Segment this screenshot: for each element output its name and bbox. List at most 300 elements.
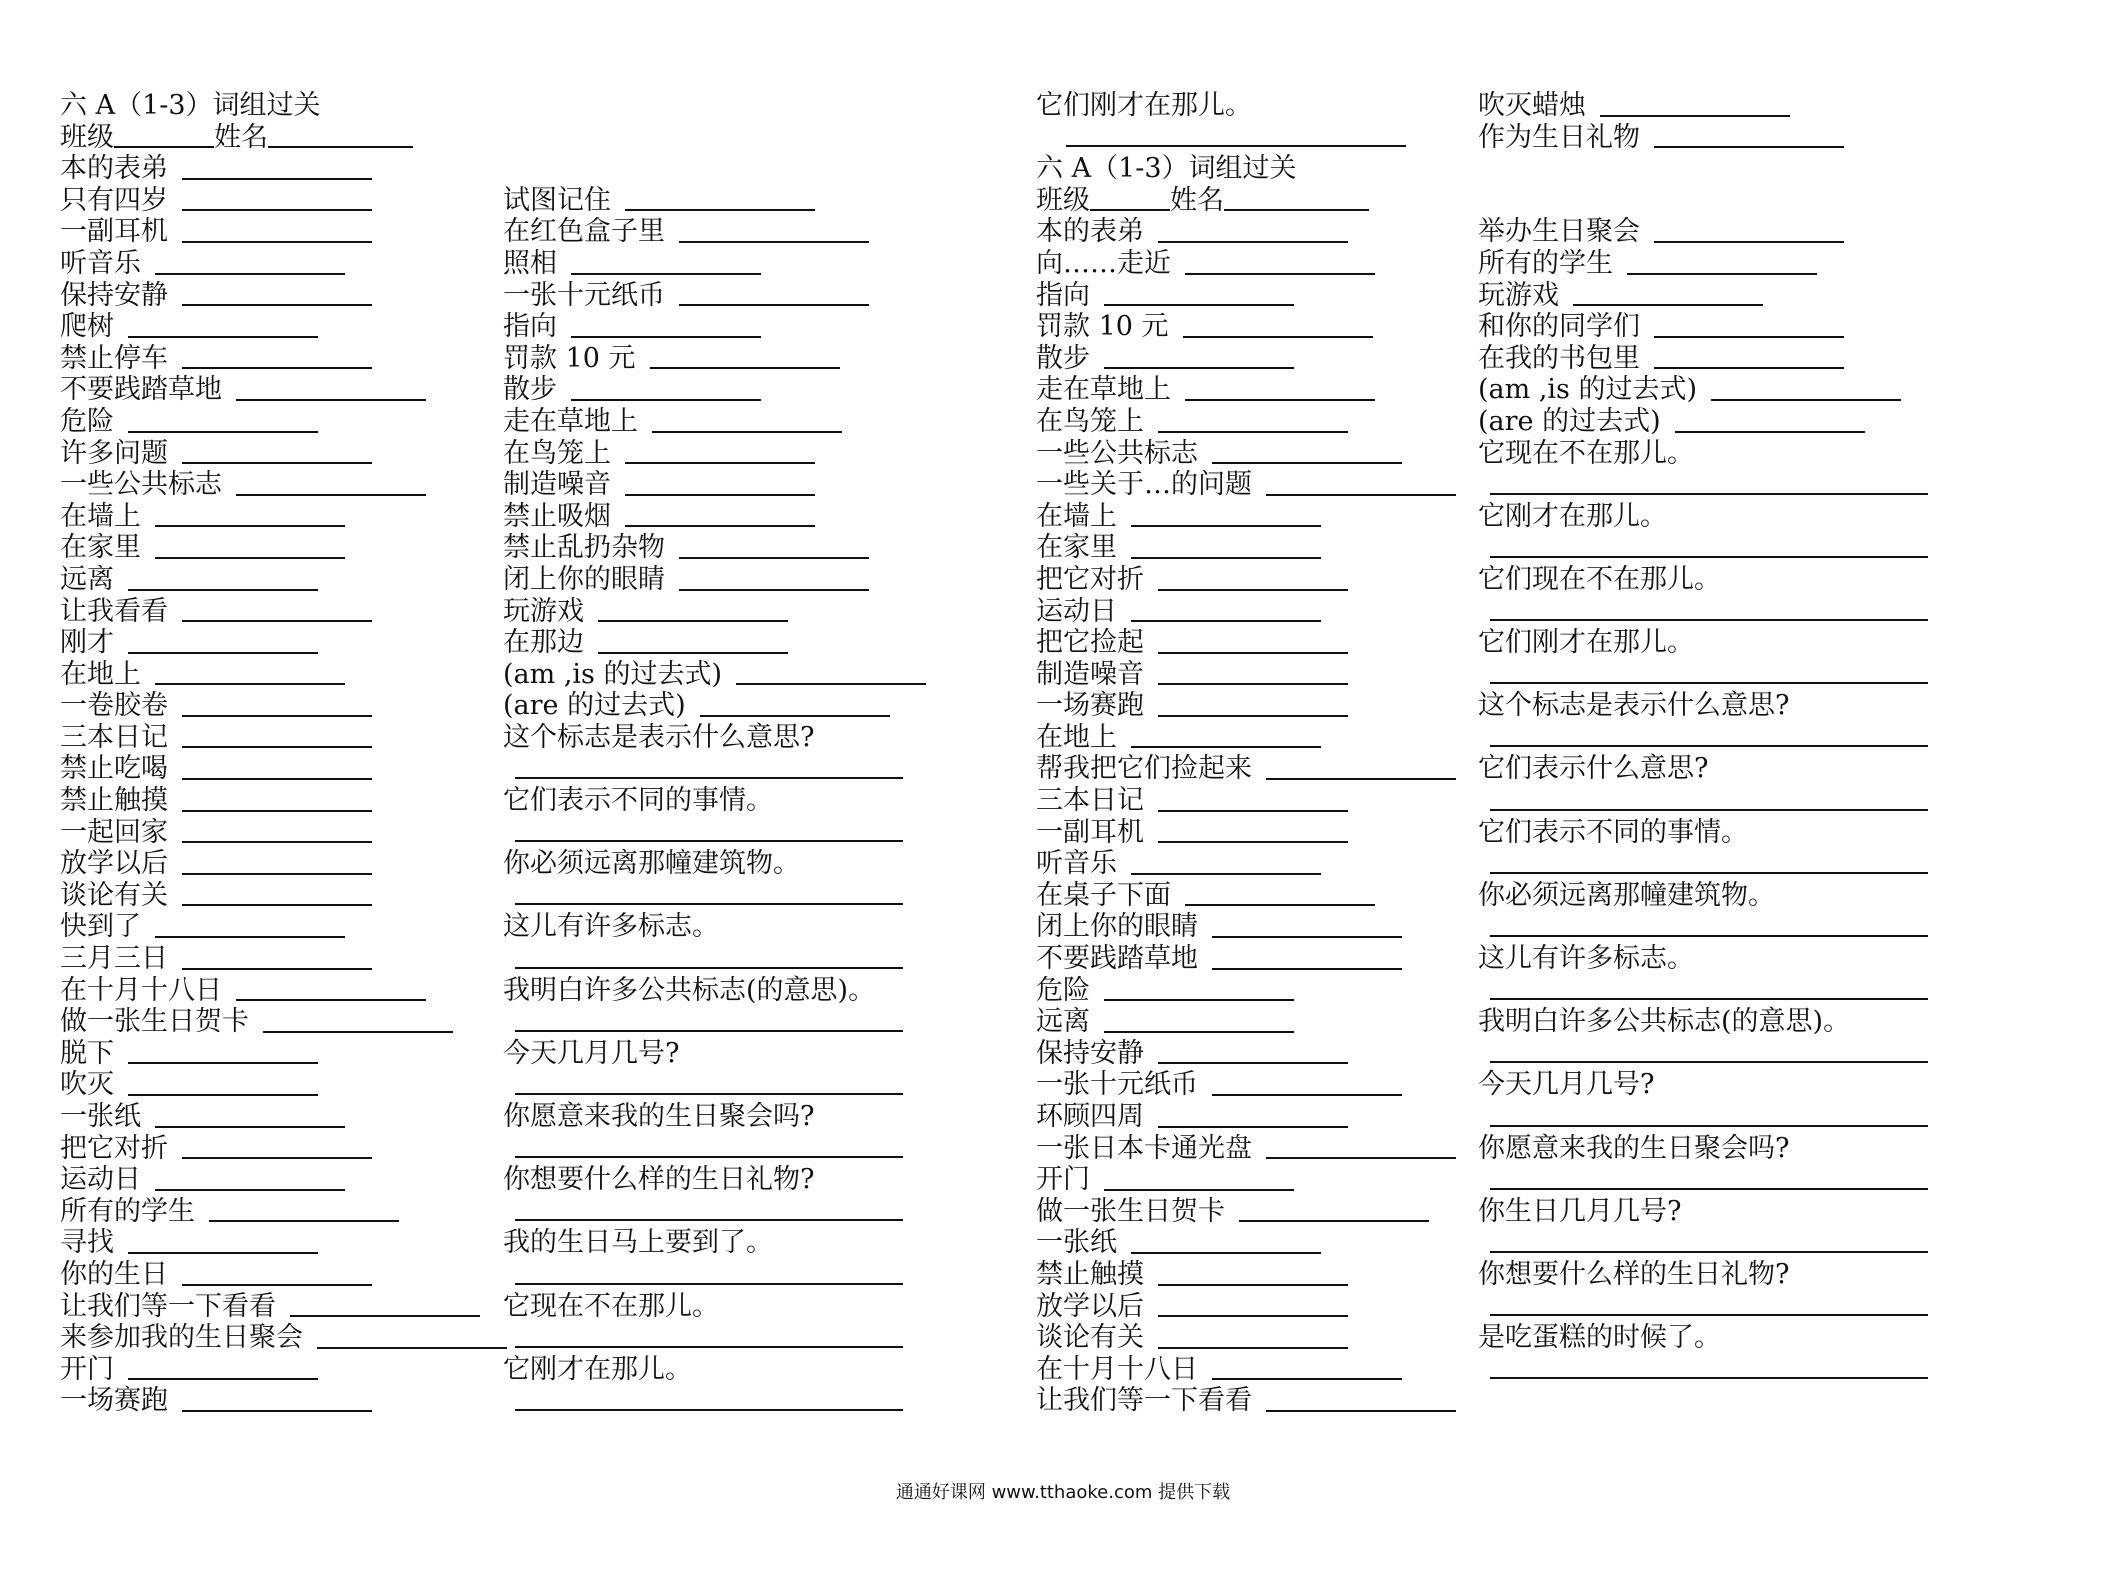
phrase-item bbox=[503, 469, 923, 501]
phrase-item bbox=[503, 343, 923, 375]
sentence-prompt: 这个标志是表示什么意思? bbox=[1478, 690, 1790, 722]
answer-blank[interactable] bbox=[625, 438, 815, 464]
phrase-text: 试图记住 bbox=[503, 184, 611, 216]
phrase-text: 三本日记 bbox=[60, 721, 168, 753]
phrase-text: 让我们等一下看看 bbox=[1036, 1385, 1252, 1417]
phrase-item bbox=[1478, 216, 1948, 248]
answer-blank[interactable] bbox=[182, 880, 372, 906]
phrase-item bbox=[1036, 880, 1436, 912]
phrase-text: 不要践踏草地 bbox=[60, 374, 222, 406]
phrase-text: 远离 bbox=[60, 563, 114, 595]
class-blank[interactable] bbox=[114, 122, 214, 148]
answer-blank[interactable] bbox=[128, 1354, 318, 1380]
phrase-text: 本的表弟 bbox=[60, 153, 168, 185]
phrase-item bbox=[60, 753, 490, 785]
phrase-text: 禁止触摸 bbox=[1036, 1258, 1144, 1290]
answer-line[interactable] bbox=[503, 1259, 923, 1291]
phrase-item bbox=[503, 532, 923, 564]
phrase-text: 在家里 bbox=[1036, 532, 1117, 564]
answer-blank[interactable] bbox=[155, 659, 345, 685]
answer-blank[interactable] bbox=[128, 628, 318, 654]
sentence-prompt: 它们表示什么意思? bbox=[1478, 753, 1709, 785]
phrase-text: 一些公共标志 bbox=[60, 469, 222, 501]
phrase-item bbox=[1478, 122, 1948, 154]
phrase-item bbox=[60, 311, 490, 343]
answer-blank[interactable] bbox=[679, 280, 869, 306]
phrase-text: 开门 bbox=[60, 1353, 114, 1385]
answer-blank[interactable] bbox=[1212, 438, 1402, 464]
answer-blank[interactable] bbox=[1627, 249, 1817, 275]
answer-blank[interactable] bbox=[263, 1007, 453, 1033]
phrase-item bbox=[503, 185, 923, 217]
answer-blank[interactable] bbox=[182, 722, 372, 748]
phrase-text: 在家里 bbox=[60, 532, 141, 564]
answer-blank[interactable] bbox=[182, 154, 372, 180]
answer-blank[interactable] bbox=[1131, 1228, 1321, 1254]
phrase-text: 在地上 bbox=[60, 658, 141, 690]
answer-line[interactable] bbox=[1478, 1101, 1948, 1133]
answer-blank[interactable] bbox=[1711, 375, 1901, 401]
answer-blank[interactable] bbox=[679, 217, 869, 243]
phrase-text: 在那边 bbox=[503, 627, 584, 659]
answer-blank[interactable] bbox=[1158, 407, 1348, 433]
phrase-text: 玩游戏 bbox=[1478, 279, 1559, 311]
phrase-item bbox=[1036, 1133, 1436, 1165]
answer-blank[interactable] bbox=[1654, 217, 1844, 243]
sentence-prompt: 它现在不在那儿。 bbox=[1478, 437, 1694, 469]
answer-blank[interactable] bbox=[128, 407, 318, 433]
phrase-item bbox=[1036, 1038, 1436, 1070]
class-name-line: 班级 姓名 bbox=[1036, 185, 1436, 217]
answer-line[interactable] bbox=[1478, 596, 1948, 628]
answer-blank[interactable] bbox=[182, 596, 372, 622]
phrase-item bbox=[60, 596, 490, 628]
answer-blank[interactable] bbox=[1131, 501, 1321, 527]
phrase-text: 寻找 bbox=[60, 1227, 114, 1259]
phrase-item bbox=[1036, 753, 1436, 785]
sentence-prompt: 你必须远离那幢建筑物。 bbox=[1478, 879, 1775, 911]
phrase-text: 在地上 bbox=[1036, 721, 1117, 753]
answer-blank[interactable] bbox=[1654, 343, 1844, 369]
sentence-prompt: 是吃蛋糕的时候了。 bbox=[1478, 1322, 1721, 1354]
answer-blank[interactable] bbox=[182, 185, 372, 211]
phrase-item bbox=[503, 216, 923, 248]
phrase-text: 制造噪音 bbox=[503, 469, 611, 501]
answer-blank[interactable] bbox=[571, 249, 761, 275]
phrase-item bbox=[60, 1385, 490, 1417]
answer-blank[interactable] bbox=[236, 470, 426, 496]
answer-blank[interactable] bbox=[182, 438, 372, 464]
sentence-prompt: 它刚才在那儿。 bbox=[503, 1353, 692, 1385]
worksheet-title: 六 A（1-3）词组过关 bbox=[1036, 153, 1297, 185]
phrase-item bbox=[1036, 248, 1436, 280]
phrase-item bbox=[1036, 1259, 1436, 1291]
phrase-item bbox=[60, 817, 490, 849]
phrase-item bbox=[1036, 1227, 1436, 1259]
answer-line[interactable] bbox=[1478, 975, 1948, 1007]
phrase-item bbox=[503, 596, 923, 628]
phrase-text: 快到了 bbox=[60, 911, 141, 943]
phrase-item bbox=[60, 627, 490, 659]
answer-line[interactable] bbox=[503, 817, 923, 849]
answer-blank[interactable] bbox=[128, 1038, 318, 1064]
phrase-item bbox=[60, 1196, 490, 1228]
phrase-text: 闭上你的眼睛 bbox=[1036, 911, 1198, 943]
phrase-item bbox=[503, 501, 923, 533]
phrase-text: 在我的书包里 bbox=[1478, 342, 1640, 374]
phrase-text: 脱下 bbox=[60, 1037, 114, 1069]
answer-line[interactable] bbox=[1478, 785, 1948, 817]
phrase-item bbox=[60, 1133, 490, 1165]
phrase-item bbox=[1036, 975, 1436, 1007]
phrase-text: 帮我把它们捡起来 bbox=[1036, 753, 1252, 785]
answer-blank[interactable] bbox=[182, 1386, 372, 1412]
phrase-text: 一张纸 bbox=[1036, 1227, 1117, 1259]
phrase-text: 刚才 bbox=[60, 627, 114, 659]
phrase-text: 远离 bbox=[1036, 1006, 1090, 1038]
answer-blank[interactable] bbox=[625, 501, 815, 527]
answer-blank[interactable] bbox=[1212, 1354, 1402, 1380]
phrase-item bbox=[1036, 1101, 1436, 1133]
answer-blank[interactable] bbox=[182, 944, 372, 970]
name-blank[interactable] bbox=[1224, 185, 1369, 211]
answer-blank[interactable] bbox=[155, 1165, 345, 1191]
answer-blank[interactable] bbox=[236, 375, 426, 401]
phrase-item bbox=[60, 438, 490, 470]
answer-blank[interactable] bbox=[182, 343, 372, 369]
answer-blank[interactable] bbox=[1104, 1165, 1294, 1191]
answer-blank[interactable] bbox=[1158, 628, 1348, 654]
phrase-item bbox=[1036, 659, 1436, 691]
phrase-text: 照相 bbox=[503, 247, 557, 279]
phrase-item bbox=[1478, 406, 1948, 438]
answer-blank[interactable] bbox=[182, 849, 372, 875]
phrase-item bbox=[1036, 596, 1436, 628]
phrase-item bbox=[1478, 311, 1948, 343]
answer-blank[interactable] bbox=[1158, 217, 1348, 243]
phrase-text: 把它对折 bbox=[60, 1132, 168, 1164]
answer-blank[interactable] bbox=[128, 1228, 318, 1254]
sentence-prompt: 今天几月几号? bbox=[1478, 1069, 1655, 1101]
answer-blank[interactable] bbox=[155, 912, 345, 938]
phrase-text: 一副耳机 bbox=[60, 216, 168, 248]
answer-line[interactable] bbox=[503, 1069, 923, 1101]
answer-blank[interactable] bbox=[1675, 407, 1865, 433]
phrase-item bbox=[60, 501, 490, 533]
sentence-prompt: 你想要什么样的生日礼物? bbox=[1478, 1258, 1790, 1290]
answer-blank[interactable] bbox=[182, 217, 372, 243]
answer-blank[interactable] bbox=[1158, 691, 1348, 717]
answer-line[interactable] bbox=[1478, 911, 1948, 943]
phrase-item bbox=[1036, 564, 1436, 596]
phrase-text: 危险 bbox=[60, 405, 114, 437]
answer-blank[interactable] bbox=[1185, 880, 1375, 906]
answer-blank[interactable] bbox=[1654, 122, 1844, 148]
phrase-item bbox=[503, 438, 923, 470]
answer-blank[interactable] bbox=[182, 786, 372, 812]
phrase-text: 听音乐 bbox=[60, 247, 141, 279]
answer-blank[interactable] bbox=[1104, 280, 1294, 306]
answer-line[interactable] bbox=[503, 753, 923, 785]
answer-blank[interactable] bbox=[182, 280, 372, 306]
phrase-item bbox=[1036, 469, 1436, 501]
answer-blank[interactable] bbox=[1600, 91, 1790, 117]
phrase-text: 爬树 bbox=[60, 311, 114, 343]
answer-blank[interactable] bbox=[155, 249, 345, 275]
answer-blank[interactable] bbox=[1654, 312, 1844, 338]
phrase-item bbox=[503, 690, 923, 722]
answer-blank[interactable] bbox=[1158, 659, 1348, 685]
phrase-text: 指向 bbox=[1036, 279, 1090, 311]
answer-line[interactable] bbox=[1478, 469, 1948, 501]
phrase-item bbox=[60, 690, 490, 722]
phrase-text: 禁止触摸 bbox=[60, 785, 168, 817]
answer-blank[interactable] bbox=[1158, 1291, 1348, 1317]
answer-blank[interactable] bbox=[1185, 375, 1375, 401]
answer-blank[interactable] bbox=[571, 375, 761, 401]
sentence-prompt: 你愿意来我的生日聚会吗? bbox=[503, 1101, 815, 1132]
phrase-text: 一些关于…的问题 bbox=[1036, 469, 1252, 501]
phrase-item bbox=[1036, 1006, 1436, 1038]
phrase-item bbox=[1478, 280, 1948, 312]
answer-line[interactable] bbox=[1478, 848, 1948, 880]
phrase-item bbox=[1036, 406, 1436, 438]
answer-blank[interactable] bbox=[236, 975, 426, 1001]
phrase-text: (are 的过去式) bbox=[1478, 405, 1661, 437]
phrase-text: 让我看看 bbox=[60, 595, 168, 627]
answer-blank[interactable] bbox=[1266, 1386, 1456, 1412]
phrase-text: 在鸟笼上 bbox=[503, 437, 611, 469]
sentence-prompt: 今天几月几号? bbox=[503, 1037, 680, 1069]
phrase-text: 一场赛跑 bbox=[60, 1385, 168, 1417]
sentence-prompt: 我明白许多公共标志(的意思)。 bbox=[1478, 1006, 1851, 1038]
sentence-prompt: 它们现在不在那儿。 bbox=[1478, 563, 1721, 595]
phrase-item bbox=[1036, 1322, 1436, 1354]
phrase-text: 一张纸 bbox=[60, 1101, 141, 1132]
phrase-item bbox=[60, 343, 490, 375]
phrase-text: 本的表弟 bbox=[1036, 216, 1144, 248]
phrase-item bbox=[60, 185, 490, 217]
phrase-text: 把它对折 bbox=[1036, 563, 1144, 595]
phrase-item bbox=[60, 280, 490, 312]
answer-blank[interactable] bbox=[128, 565, 318, 591]
answer-blank[interactable] bbox=[1158, 1102, 1348, 1128]
phrase-text: 在墙上 bbox=[1036, 500, 1117, 532]
phrase-text: 在墙上 bbox=[60, 500, 141, 532]
answer-blank[interactable] bbox=[1185, 249, 1375, 275]
answer-blank[interactable] bbox=[1131, 533, 1321, 559]
answer-blank[interactable] bbox=[1158, 1038, 1348, 1064]
phrase-text: (are 的过去式) bbox=[503, 690, 686, 722]
phrase-item bbox=[60, 1038, 490, 1070]
phrase-text: 一副耳机 bbox=[1036, 816, 1144, 848]
answer-blank[interactable] bbox=[182, 1260, 372, 1286]
phrase-text: 作为生日礼物 bbox=[1478, 121, 1640, 153]
answer-line[interactable] bbox=[1478, 1354, 1948, 1386]
phrase-item bbox=[1036, 1354, 1436, 1386]
answer-blank[interactable] bbox=[1131, 596, 1321, 622]
answer-line[interactable] bbox=[503, 1322, 923, 1354]
answer-blank[interactable] bbox=[1131, 849, 1321, 875]
phrase-text: 环顾四周 bbox=[1036, 1101, 1144, 1132]
answer-blank[interactable] bbox=[1212, 1070, 1402, 1096]
answer-line[interactable] bbox=[1478, 1038, 1948, 1070]
answer-blank[interactable] bbox=[1183, 312, 1373, 338]
phrase-item bbox=[1036, 1385, 1436, 1417]
answer-blank[interactable] bbox=[1212, 912, 1402, 938]
answer-line[interactable] bbox=[503, 1133, 923, 1165]
answer-line[interactable] bbox=[1478, 1164, 1948, 1196]
answer-blank[interactable] bbox=[155, 1102, 345, 1128]
phrase-item bbox=[60, 406, 490, 438]
phrase-text: 禁止停车 bbox=[60, 342, 168, 374]
answer-blank[interactable] bbox=[1266, 1133, 1456, 1159]
answer-blank[interactable] bbox=[1158, 786, 1348, 812]
sentence-prompt: 这个标志是表示什么意思? bbox=[503, 721, 815, 753]
answer-blank[interactable] bbox=[598, 628, 788, 654]
phrase-item bbox=[1478, 248, 1948, 280]
answer-blank[interactable] bbox=[1104, 343, 1294, 369]
answer-blank[interactable] bbox=[1104, 975, 1294, 1001]
phrase-item bbox=[1036, 280, 1436, 312]
answer-blank[interactable] bbox=[571, 312, 761, 338]
phrase-text: 放学以后 bbox=[60, 848, 168, 880]
answer-blank[interactable] bbox=[679, 565, 869, 591]
answer-blank[interactable] bbox=[1266, 470, 1456, 496]
sentence-prompt: 我明白许多公共标志(的意思)。 bbox=[503, 974, 876, 1006]
answer-line[interactable] bbox=[1478, 659, 1948, 691]
phrase-text: 三月三日 bbox=[60, 943, 168, 975]
phrase-item bbox=[60, 153, 490, 185]
phrase-text: 在桌子下面 bbox=[1036, 879, 1171, 911]
phrase-text: 危险 bbox=[1036, 974, 1090, 1006]
phrase-text: 向……走近 bbox=[1036, 247, 1171, 279]
phrase-item bbox=[60, 469, 490, 501]
answer-blank[interactable] bbox=[1239, 1196, 1429, 1222]
phrase-text: 做一张生日贺卡 bbox=[60, 1006, 249, 1038]
answer-line[interactable] bbox=[1478, 722, 1948, 754]
phrase-item bbox=[60, 975, 490, 1007]
column-4 bbox=[1478, 90, 1948, 1385]
answer-blank[interactable] bbox=[700, 691, 890, 717]
answer-blank[interactable] bbox=[182, 691, 372, 717]
phrase-item bbox=[1036, 438, 1436, 470]
answer-blank[interactable] bbox=[290, 1291, 480, 1317]
phrase-item bbox=[1036, 1291, 1436, 1323]
phrase-text: 制造噪音 bbox=[1036, 658, 1144, 690]
answer-line[interactable] bbox=[503, 880, 923, 912]
class-blank[interactable] bbox=[1090, 185, 1170, 211]
phrase-item bbox=[503, 564, 923, 596]
phrase-text: 在鸟笼上 bbox=[1036, 405, 1144, 437]
phrase-text: 放学以后 bbox=[1036, 1290, 1144, 1322]
answer-blank[interactable] bbox=[1573, 280, 1763, 306]
answer-line[interactable] bbox=[503, 1196, 923, 1228]
phrase-item bbox=[503, 280, 923, 312]
answer-blank[interactable] bbox=[650, 343, 840, 369]
answer-blank[interactable] bbox=[1212, 944, 1402, 970]
answer-blank[interactable] bbox=[1158, 1323, 1348, 1349]
phrase-item bbox=[1036, 785, 1436, 817]
column-2 bbox=[503, 90, 923, 1417]
answer-blank[interactable] bbox=[155, 501, 345, 527]
sentence-prompt: 它现在不在那儿。 bbox=[503, 1290, 719, 1322]
answer-blank[interactable] bbox=[1158, 817, 1348, 843]
answer-blank[interactable] bbox=[1158, 565, 1348, 591]
answer-blank[interactable] bbox=[736, 659, 926, 685]
phrase-item bbox=[1036, 311, 1436, 343]
phrase-text: 玩游戏 bbox=[503, 595, 584, 627]
answer-blank[interactable] bbox=[155, 533, 345, 559]
phrase-text: 听音乐 bbox=[1036, 848, 1117, 880]
answer-blank[interactable] bbox=[182, 817, 372, 843]
answer-blank[interactable] bbox=[209, 1196, 399, 1222]
phrase-text: 保持安静 bbox=[60, 279, 168, 311]
sentence-prompt: 这儿有许多标志。 bbox=[503, 911, 719, 943]
answer-line[interactable] bbox=[1478, 532, 1948, 564]
sentence-prompt: 你生日几月几号? bbox=[1478, 1195, 1682, 1227]
phrase-item bbox=[60, 374, 490, 406]
phrase-text: (am ,is 的过去式) bbox=[1478, 374, 1698, 406]
answer-blank[interactable] bbox=[317, 1323, 507, 1349]
answer-line[interactable] bbox=[1036, 122, 1436, 154]
answer-blank[interactable] bbox=[182, 754, 372, 780]
answer-blank[interactable] bbox=[1104, 1007, 1294, 1033]
answer-line[interactable] bbox=[1478, 1291, 1948, 1323]
phrase-text: 所有的学生 bbox=[60, 1195, 195, 1227]
answer-blank[interactable] bbox=[625, 470, 815, 496]
answer-line[interactable] bbox=[1478, 1227, 1948, 1259]
phrase-item bbox=[60, 1227, 490, 1259]
answer-line[interactable] bbox=[503, 943, 923, 975]
name-blank[interactable] bbox=[268, 122, 413, 148]
phrase-item bbox=[1036, 911, 1436, 943]
answer-line[interactable] bbox=[503, 1385, 923, 1417]
answer-blank[interactable] bbox=[1266, 754, 1456, 780]
answer-blank[interactable] bbox=[1158, 1260, 1348, 1286]
answer-blank[interactable] bbox=[598, 596, 788, 622]
answer-blank[interactable] bbox=[1131, 722, 1321, 748]
answer-blank[interactable] bbox=[679, 533, 869, 559]
phrase-item bbox=[60, 1006, 490, 1038]
phrase-text: 一起回家 bbox=[60, 816, 168, 848]
phrase-item bbox=[60, 1101, 490, 1133]
phrase-text: 禁止吃喝 bbox=[60, 753, 168, 785]
worksheet-title: 六 A（1-3）词组过关 bbox=[60, 90, 321, 121]
answer-blank[interactable] bbox=[128, 1070, 318, 1096]
answer-blank[interactable] bbox=[182, 1133, 372, 1159]
answer-line[interactable] bbox=[503, 1006, 923, 1038]
phrase-text: 保持安静 bbox=[1036, 1037, 1144, 1069]
phrase-item bbox=[60, 1259, 490, 1291]
sentence-prompt: 你愿意来我的生日聚会吗? bbox=[1478, 1132, 1790, 1164]
phrase-item bbox=[60, 1291, 490, 1323]
phrase-text: 罚款 10 元 bbox=[1036, 311, 1169, 343]
answer-blank[interactable] bbox=[625, 185, 815, 211]
phrase-item bbox=[60, 1354, 490, 1386]
phrase-item bbox=[1036, 343, 1436, 375]
phrase-item bbox=[60, 1322, 490, 1354]
phrase-item bbox=[503, 659, 923, 691]
answer-blank[interactable] bbox=[652, 407, 842, 433]
answer-blank[interactable] bbox=[128, 312, 318, 338]
phrase-text: 开门 bbox=[1036, 1164, 1090, 1196]
phrase-item bbox=[503, 374, 923, 406]
phrase-item bbox=[1036, 722, 1436, 754]
sentence-prompt: 你想要什么样的生日礼物? bbox=[503, 1164, 815, 1196]
phrase-item bbox=[60, 785, 490, 817]
phrase-item bbox=[1036, 817, 1436, 849]
